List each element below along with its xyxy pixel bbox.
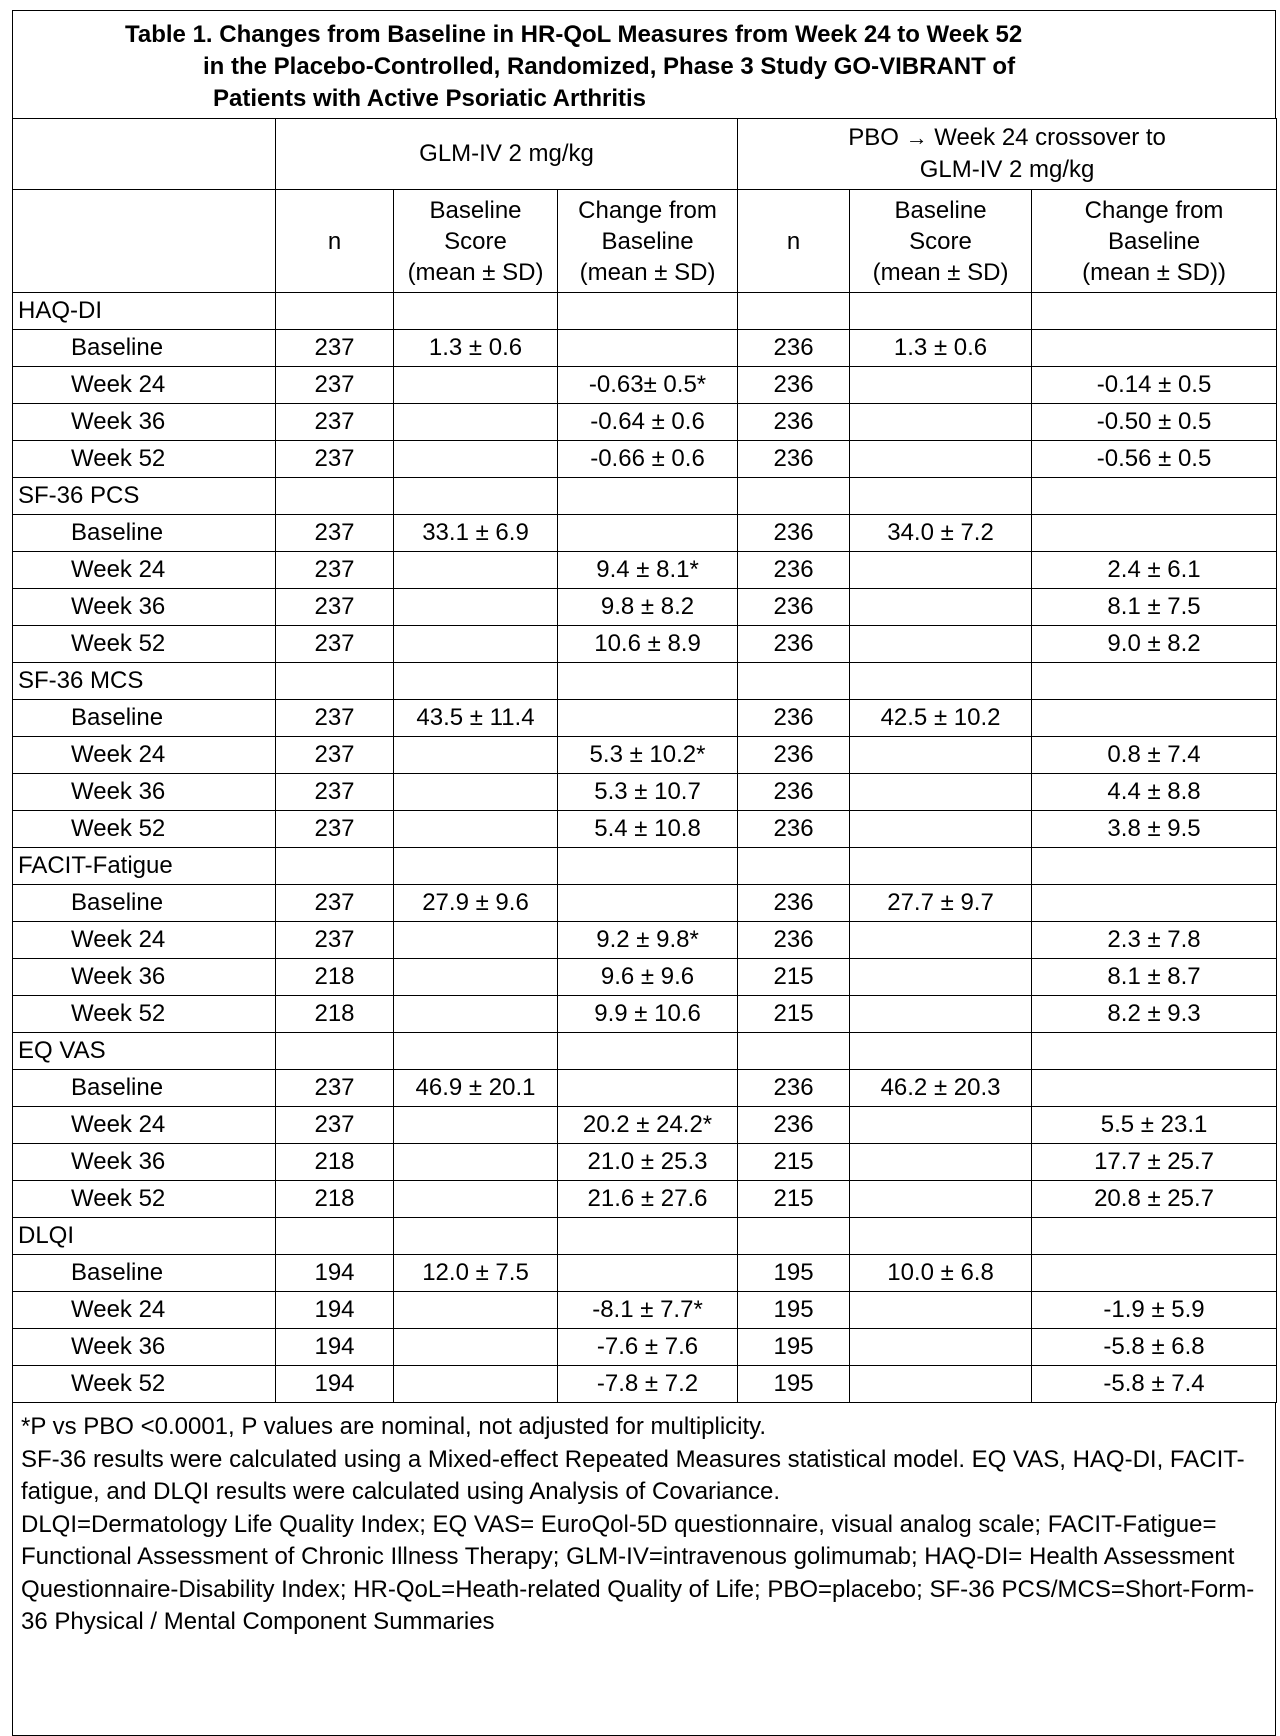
cell-b2 [850, 1329, 1032, 1366]
cell-c2: 4.4 ± 8.8 [1032, 774, 1277, 811]
cell-c1 [558, 1070, 738, 1107]
col-baseline-glm-l3: (mean ± SD) [407, 258, 544, 286]
group-glm-header [276, 119, 738, 190]
cell-n1: 218 [276, 1181, 394, 1218]
cell-n2 [738, 1218, 850, 1255]
cell-c1: 9.2 ± 9.8* [558, 922, 738, 959]
cell-n1 [276, 663, 394, 700]
cell-b2: 46.2 ± 20.3 [850, 1070, 1032, 1107]
cell-b2 [850, 626, 1032, 663]
title-line-3: Patients with Active Psoriatic Arthritis [213, 85, 646, 112]
cell-c1 [558, 700, 738, 737]
cell-b2 [850, 1144, 1032, 1181]
cell-n2: 236 [738, 552, 850, 589]
cell-n1: 237 [276, 811, 394, 848]
cell-b2 [850, 478, 1032, 515]
cell-b1 [394, 404, 558, 441]
row-label: Week 24 [13, 737, 276, 774]
row-label: Week 24 [13, 552, 276, 589]
cell-c1 [558, 848, 738, 885]
cell-c2: -0.50 ± 0.5 [1032, 404, 1277, 441]
cell-c2: 8.1 ± 7.5 [1032, 589, 1277, 626]
cell-c1: 21.0 ± 25.3 [558, 1144, 738, 1181]
cell-b2: 42.5 ± 10.2 [850, 700, 1032, 737]
table-row [13, 1292, 1277, 1329]
cell-b1 [394, 293, 558, 330]
cell-b1 [394, 441, 558, 478]
cell-n2: 236 [738, 885, 850, 922]
col-n-glm: n [276, 190, 394, 293]
cell-n1: 237 [276, 1107, 394, 1144]
cell-b1 [394, 959, 558, 996]
cell-c1: 21.6 ± 27.6 [558, 1181, 738, 1218]
table-row [13, 552, 1277, 589]
cell-n1 [276, 848, 394, 885]
cell-n2: 215 [738, 1181, 850, 1218]
cell-b1: 12.0 ± 7.5 [394, 1255, 558, 1292]
group-header-row [13, 119, 1277, 190]
table-row [13, 1255, 1277, 1292]
cell-n2: 236 [738, 774, 850, 811]
cell-c2: -5.8 ± 7.4 [1032, 1366, 1277, 1403]
group-pbo-label-a: PBO [848, 124, 899, 151]
cell-c1: 9.6 ± 9.6 [558, 959, 738, 996]
cell-c2 [1032, 1255, 1277, 1292]
table-row [13, 922, 1277, 959]
cell-c1: -0.64 ± 0.6 [558, 404, 738, 441]
cell-c1: 5.4 ± 10.8 [558, 811, 738, 848]
table-document [12, 10, 1276, 1736]
table-row [13, 367, 1277, 404]
table-row [13, 996, 1277, 1033]
cell-n1: 237 [276, 626, 394, 663]
cell-c1: 9.9 ± 10.6 [558, 996, 738, 1033]
cell-n1: 218 [276, 996, 394, 1033]
col-baseline-pbo-l3: (mean ± SD) [872, 258, 1009, 286]
cell-b2 [850, 922, 1032, 959]
cell-b2 [850, 552, 1032, 589]
title-line-1: Table 1. Changes from Baseline in HR-QoL Measures from Week 24 to Week 52 [125, 21, 1023, 48]
col-n-pbo: n [738, 190, 850, 293]
cell-c2 [1032, 515, 1277, 552]
row-label: Baseline [13, 700, 276, 737]
row-label: Baseline [13, 885, 276, 922]
cell-n2: 236 [738, 367, 850, 404]
cell-b1 [394, 626, 558, 663]
col-baseline-pbo-l2: Score [909, 227, 972, 255]
row-label: Week 52 [13, 811, 276, 848]
cell-n1: 218 [276, 1144, 394, 1181]
footnote-2: SF-36 results were calculated using a Mixed-effect Repeated Measures statistical model. EQ VAS, HAQ-DI, FACIT-fatigue, and DLQI results were calculated using Analysis of Covariance. [21, 1445, 1245, 1505]
table-row [13, 1329, 1277, 1366]
table-row [13, 811, 1277, 848]
cell-n1: 194 [276, 1366, 394, 1403]
cell-n2: 236 [738, 700, 850, 737]
cell-b2 [850, 959, 1032, 996]
cell-b1 [394, 1218, 558, 1255]
cell-c2 [1032, 1033, 1277, 1070]
cell-n1: 237 [276, 922, 394, 959]
results-table [12, 118, 1277, 1403]
cell-n2 [738, 663, 850, 700]
table-row [13, 515, 1277, 552]
empty-subheader-cell [13, 190, 276, 293]
cell-n2: 236 [738, 589, 850, 626]
table-row [13, 589, 1277, 626]
cell-n2: 236 [738, 626, 850, 663]
cell-b1: 33.1 ± 6.9 [394, 515, 558, 552]
cell-n1: 237 [276, 367, 394, 404]
cell-b1: 46.9 ± 20.1 [394, 1070, 558, 1107]
cell-c1 [558, 478, 738, 515]
table-row [13, 774, 1277, 811]
cell-c1 [558, 515, 738, 552]
cell-n1 [276, 478, 394, 515]
col-change-glm-l1: Change from [578, 196, 717, 224]
cell-n1: 194 [276, 1292, 394, 1329]
cell-n1: 218 [276, 959, 394, 996]
cell-b2 [850, 1218, 1032, 1255]
cell-n1: 237 [276, 1070, 394, 1107]
cell-c1: 5.3 ± 10.7 [558, 774, 738, 811]
cell-n2: 236 [738, 515, 850, 552]
cell-b1 [394, 589, 558, 626]
cell-b2 [850, 1181, 1032, 1218]
category-row [13, 478, 1277, 515]
cell-c1: -0.63± 0.5* [558, 367, 738, 404]
cell-b2 [850, 737, 1032, 774]
cell-b2 [850, 996, 1032, 1033]
cell-c2 [1032, 1070, 1277, 1107]
column-header-row [13, 190, 1277, 293]
cell-n2 [738, 1033, 850, 1070]
row-label: Week 52 [13, 996, 276, 1033]
table-row [13, 626, 1277, 663]
col-change-glm-l2: Baseline [601, 227, 694, 255]
cell-n2: 236 [738, 441, 850, 478]
group-pbo-header [738, 119, 1277, 190]
group-pbo-label-b: Week 24 crossover to [934, 124, 1166, 151]
cell-c2: -0.56 ± 0.5 [1032, 441, 1277, 478]
row-label: Week 24 [13, 922, 276, 959]
cell-c2 [1032, 848, 1277, 885]
cell-n2 [738, 848, 850, 885]
cell-b1 [394, 1292, 558, 1329]
cell-c1 [558, 1218, 738, 1255]
cell-c2: 3.8 ± 9.5 [1032, 811, 1277, 848]
cell-b1 [394, 663, 558, 700]
cell-c2: 0.8 ± 7.4 [1032, 737, 1277, 774]
row-label: Week 24 [13, 1292, 276, 1329]
cell-b1 [394, 811, 558, 848]
row-label: Week 36 [13, 589, 276, 626]
category-row [13, 1033, 1277, 1070]
table-body [13, 293, 1277, 1403]
cell-c1: 10.6 ± 8.9 [558, 626, 738, 663]
cell-b1 [394, 1181, 558, 1218]
row-label: Baseline [13, 1070, 276, 1107]
group-glm-label: GLM-IV 2 mg/kg [419, 140, 594, 167]
cell-c1: -8.1 ± 7.7* [558, 1292, 738, 1329]
cell-b2 [850, 663, 1032, 700]
cell-b2: 34.0 ± 7.2 [850, 515, 1032, 552]
category-label: EQ VAS [13, 1033, 276, 1070]
cell-n1: 237 [276, 774, 394, 811]
table-row [13, 1107, 1277, 1144]
cell-n1: 237 [276, 737, 394, 774]
table-row [13, 1070, 1277, 1107]
category-label: FACIT-Fatigue [13, 848, 276, 885]
col-change-pbo [1032, 190, 1277, 293]
cell-c1: 9.8 ± 8.2 [558, 589, 738, 626]
cell-b2 [850, 1107, 1032, 1144]
cell-b1 [394, 737, 558, 774]
cell-b1 [394, 1329, 558, 1366]
col-change-pbo-l2: Baseline [1108, 227, 1201, 255]
table-row [13, 885, 1277, 922]
row-label: Week 24 [13, 1107, 276, 1144]
cell-n2: 195 [738, 1329, 850, 1366]
category-row [13, 293, 1277, 330]
cell-c2 [1032, 885, 1277, 922]
category-row [13, 848, 1277, 885]
cell-n1: 237 [276, 515, 394, 552]
cell-b1 [394, 922, 558, 959]
cell-n1 [276, 1218, 394, 1255]
title-line-2: in the Placebo-Controlled, Randomized, Phase 3 Study GO-VIBRANT of [203, 53, 1016, 80]
cell-b2 [850, 441, 1032, 478]
cell-b2: 1.3 ± 0.6 [850, 330, 1032, 367]
cell-b1 [394, 1366, 558, 1403]
row-label: Week 36 [13, 1329, 276, 1366]
cell-b2 [850, 293, 1032, 330]
cell-c2 [1032, 478, 1277, 515]
cell-c2: 5.5 ± 23.1 [1032, 1107, 1277, 1144]
cell-b1 [394, 996, 558, 1033]
cell-c1: -7.8 ± 7.2 [558, 1366, 738, 1403]
row-label: Baseline [13, 330, 276, 367]
cell-n2: 236 [738, 404, 850, 441]
col-baseline-glm-l2: Score [444, 227, 507, 255]
cell-c2: -0.14 ± 0.5 [1032, 367, 1277, 404]
cell-c2: 9.0 ± 8.2 [1032, 626, 1277, 663]
cell-n2: 236 [738, 811, 850, 848]
cell-n2: 236 [738, 737, 850, 774]
empty-header-cell [13, 119, 276, 190]
cell-c2: -5.8 ± 6.8 [1032, 1329, 1277, 1366]
cell-c1 [558, 330, 738, 367]
row-label: Week 52 [13, 1181, 276, 1218]
cell-c1: 9.4 ± 8.1* [558, 552, 738, 589]
table-row [13, 1181, 1277, 1218]
row-label: Week 36 [13, 404, 276, 441]
row-label: Baseline [13, 515, 276, 552]
cell-n2: 215 [738, 996, 850, 1033]
cell-b2: 10.0 ± 6.8 [850, 1255, 1032, 1292]
cell-b1 [394, 552, 558, 589]
cell-c2: 8.2 ± 9.3 [1032, 996, 1277, 1033]
cell-c1: -7.6 ± 7.6 [558, 1329, 738, 1366]
cell-b2 [850, 404, 1032, 441]
cell-n1: 237 [276, 441, 394, 478]
table-row [13, 441, 1277, 478]
table-row [13, 959, 1277, 996]
row-label: Week 36 [13, 959, 276, 996]
cell-n2 [738, 478, 850, 515]
cell-b2 [850, 811, 1032, 848]
cell-n2: 195 [738, 1292, 850, 1329]
cell-c2: 20.8 ± 25.7 [1032, 1181, 1277, 1218]
cell-b1 [394, 1033, 558, 1070]
cell-n1: 194 [276, 1329, 394, 1366]
cell-b1: 27.9 ± 9.6 [394, 885, 558, 922]
cell-b2 [850, 848, 1032, 885]
cell-c1: 20.2 ± 24.2* [558, 1107, 738, 1144]
cell-n1 [276, 293, 394, 330]
table-row [13, 1366, 1277, 1403]
category-label: DLQI [13, 1218, 276, 1255]
cell-n1: 237 [276, 589, 394, 626]
category-label: HAQ-DI [13, 293, 276, 330]
cell-b1 [394, 848, 558, 885]
cell-c1 [558, 885, 738, 922]
category-label: SF-36 MCS [13, 663, 276, 700]
col-baseline-glm-l1: Baseline [429, 196, 522, 224]
cell-c1 [558, 1255, 738, 1292]
cell-b2: 27.7 ± 9.7 [850, 885, 1032, 922]
table-row [13, 330, 1277, 367]
cell-c2 [1032, 1218, 1277, 1255]
row-label: Week 36 [13, 1144, 276, 1181]
row-label: Week 52 [13, 626, 276, 663]
footnotes [12, 1403, 1276, 1736]
cell-b1: 43.5 ± 11.4 [394, 700, 558, 737]
cell-c1 [558, 293, 738, 330]
cell-n1: 237 [276, 330, 394, 367]
footnote-1: *P vs PBO <0.0001, P values are nominal, not adjusted for multiplicity. [21, 1413, 767, 1440]
cell-c2 [1032, 663, 1277, 700]
col-baseline-glm [394, 190, 558, 293]
col-change-pbo-l1: Change from [1084, 196, 1224, 224]
cell-n1: 237 [276, 552, 394, 589]
cell-n2: 236 [738, 922, 850, 959]
cell-b1 [394, 1144, 558, 1181]
table-row [13, 404, 1277, 441]
cell-n2: 195 [738, 1255, 850, 1292]
cell-c2: 2.3 ± 7.8 [1032, 922, 1277, 959]
cell-n2: 215 [738, 959, 850, 996]
cell-n2: 236 [738, 1107, 850, 1144]
category-row [13, 663, 1277, 700]
cell-c1: -0.66 ± 0.6 [558, 441, 738, 478]
cell-n2: 236 [738, 330, 850, 367]
footnote-3: DLQI=Dermatology Life Quality Index; EQ VAS= EuroQol-5D questionnaire, visual analog scale; FACIT-Fatigue= Functional Assessment of Chronic Illness Therapy; GLM-IV=intravenous golimumab; HAQ-DI= Health Assessment Questionnaire-Disability Index; HR-QoL=Heath-related Quality of Life; PBO=placebo; SF-36 PCS/MCS=Short-Form-36 Physical / Mental Component Summaries [21, 1510, 1255, 1635]
col-baseline-pbo [850, 190, 1032, 293]
cell-b1: 1.3 ± 0.6 [394, 330, 558, 367]
cell-c2: 8.1 ± 8.7 [1032, 959, 1277, 996]
col-change-glm-l3: (mean ± SD) [579, 258, 716, 286]
cell-c2 [1032, 293, 1277, 330]
table-title [12, 10, 1276, 118]
cell-c1 [558, 663, 738, 700]
cell-c1: 5.3 ± 10.2* [558, 737, 738, 774]
cell-c2: 17.7 ± 25.7 [1032, 1144, 1277, 1181]
cell-n1 [276, 1033, 394, 1070]
cell-n1: 237 [276, 885, 394, 922]
row-label: Week 36 [13, 774, 276, 811]
row-label: Week 52 [13, 441, 276, 478]
cell-n1: 237 [276, 404, 394, 441]
cell-n2 [738, 293, 850, 330]
cell-c1 [558, 1033, 738, 1070]
cell-b2 [850, 367, 1032, 404]
cell-n1: 194 [276, 1255, 394, 1292]
table-row [13, 737, 1277, 774]
cell-b2 [850, 1033, 1032, 1070]
cell-b1 [394, 774, 558, 811]
cell-b1 [394, 1107, 558, 1144]
cell-n1: 237 [276, 700, 394, 737]
table-row [13, 1144, 1277, 1181]
row-label: Baseline [13, 1255, 276, 1292]
cell-c2 [1032, 700, 1277, 737]
row-label: Week 52 [13, 1366, 276, 1403]
cell-c2: -1.9 ± 5.9 [1032, 1292, 1277, 1329]
cell-b2 [850, 1366, 1032, 1403]
cell-b1 [394, 367, 558, 404]
cell-c2: 2.4 ± 6.1 [1032, 552, 1277, 589]
cell-n2: 215 [738, 1144, 850, 1181]
col-baseline-pbo-l1: Baseline [894, 196, 987, 224]
col-change-glm [558, 190, 738, 293]
category-row [13, 1218, 1277, 1255]
cell-b2 [850, 1292, 1032, 1329]
col-change-pbo-l3: (mean ± SD)) [1082, 258, 1226, 286]
cell-b2 [850, 774, 1032, 811]
group-pbo-label-line2: GLM-IV 2 mg/kg [919, 156, 1095, 183]
row-label: Week 24 [13, 367, 276, 404]
cell-n2: 195 [738, 1366, 850, 1403]
cell-n2: 236 [738, 1070, 850, 1107]
cell-b2 [850, 589, 1032, 626]
category-label: SF-36 PCS [13, 478, 276, 515]
right-arrow-icon: → [905, 125, 928, 150]
table-row [13, 700, 1277, 737]
cell-c2 [1032, 330, 1277, 367]
cell-b1 [394, 478, 558, 515]
